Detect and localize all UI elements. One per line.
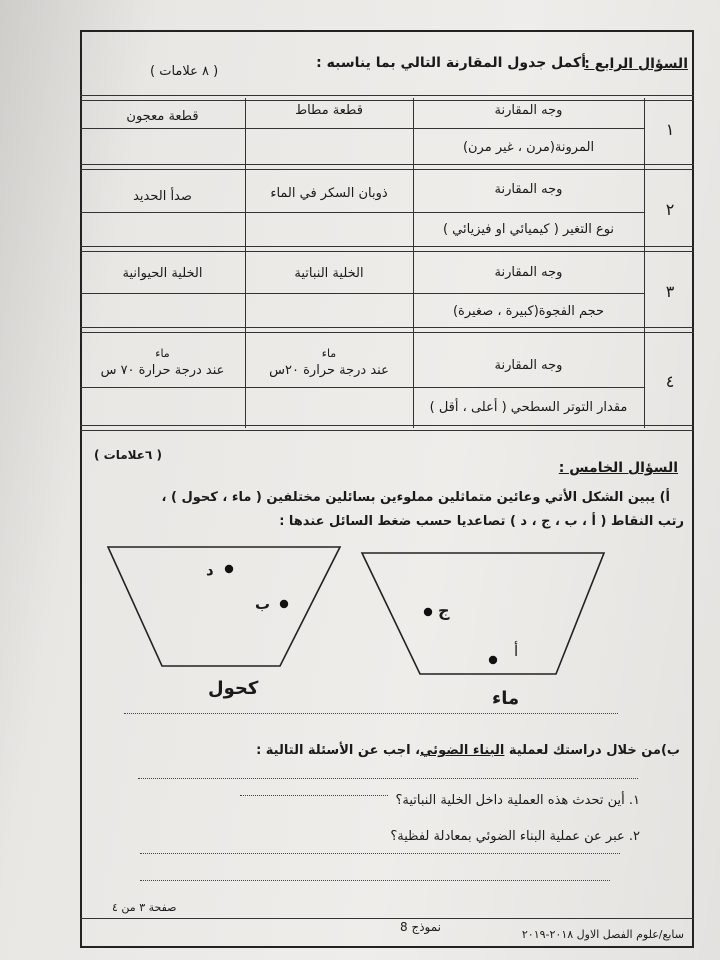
q4-marks: ( ٨ علامات ): [150, 64, 219, 79]
aspect-header: وجه المقارنة: [494, 265, 563, 280]
answer-line-2b: [140, 880, 610, 881]
aspect-value: حجم الفجوة(كبيرة ، صغيرة): [452, 304, 605, 319]
point-j-label: ج: [438, 601, 450, 620]
q4-title: السؤال الرابع :: [584, 56, 688, 72]
q5-part-b: [256, 743, 680, 758]
answer-line-a: [124, 713, 618, 714]
col2-header: صدأ الحديد: [133, 189, 192, 204]
q5-marks: ( ٦علامات ): [94, 448, 162, 462]
aspect-header: وجه المقارنة: [494, 358, 563, 373]
col2-header: عند درجة حرارة ٧٠ س: [100, 363, 225, 378]
answer-line-2a: [140, 853, 620, 854]
col1-header: ذوبان السكر في الماء: [270, 186, 388, 201]
col2-top: ماء: [155, 347, 170, 360]
model-number: نموذج 8: [400, 920, 442, 934]
point-d: [225, 565, 233, 573]
col1-top: ماء: [321, 347, 337, 360]
alcohol-label: كحول: [208, 678, 259, 699]
aspect-header: وجه المقارنة: [494, 182, 563, 197]
q5-part-a-line2: رتب النقاط ( أ ، ب ، ج ، د ) تصاعديا حسب ضغط السائل عندها :: [279, 514, 684, 529]
part-b-prefix: ب)من خلال دراستك لعملية: [504, 743, 680, 758]
aspect-value: مقدار التوتر السطحي ( أعلى ، أقل ): [429, 400, 628, 415]
point-b-label: ب: [255, 595, 271, 613]
q4-instruction: أكمل جدول المقارنة التالي بما يناسبه :: [316, 55, 586, 71]
point-a-label: أ: [514, 642, 519, 660]
row-number: ٢: [665, 200, 675, 219]
part-b-suffix: ، اجب عن الأسئلة التالية :: [256, 743, 421, 758]
alcohol-vessel: [108, 547, 340, 666]
point-j: [424, 608, 432, 616]
point-b: [280, 600, 288, 608]
col2-header: قطعة معجون: [126, 109, 199, 124]
col1-header: قطعة مطاط: [295, 103, 363, 118]
water-vessel: [362, 553, 604, 674]
aspect-value: المرونة(مرن ، غير مرن): [462, 140, 595, 155]
sub-question-2: ٢. عبر عن عملية البناء الضوئي بمعادلة لفظية؟: [390, 829, 640, 844]
part-b-term: البناء الضوئي: [420, 743, 505, 758]
course-info: سابع/علوم الفصل الاول ٢٠١٨-٢٠١٩: [521, 928, 684, 941]
answer-line-b0: [138, 778, 638, 779]
q5-part-a-line1: أ) يبين الشكل الأتي وعائين متماثلين مملوءين بسائلين مختلفين ( ماء ، كحول ) ،: [161, 490, 670, 505]
answer-line-1: [240, 795, 388, 796]
col1-header: الخلية النباتية: [294, 266, 364, 281]
point-a: [489, 656, 497, 664]
sub-question-1: ١. أين تحدث هذه العملية داخل الخلية النباتية؟: [395, 793, 640, 808]
col2-header: الخلية الحيوانية: [122, 266, 203, 281]
q5-title: السؤال الخامس :: [558, 460, 678, 476]
vessels-figure: [0, 540, 720, 740]
page-number: صفحة ٣ من ٤: [112, 901, 177, 914]
col1-header: عند درجة حرارة ٢٠س: [269, 363, 389, 378]
row-number: ٤: [665, 372, 675, 391]
row-number: ٣: [665, 282, 675, 301]
water-label: ماء: [492, 688, 520, 709]
aspect-header: وجه المقارنة: [494, 103, 563, 118]
point-d-label: د: [206, 561, 214, 579]
row-number: ١: [665, 120, 675, 139]
aspect-value: نوع التغير ( كيميائي او فيزيائي ): [442, 222, 615, 237]
